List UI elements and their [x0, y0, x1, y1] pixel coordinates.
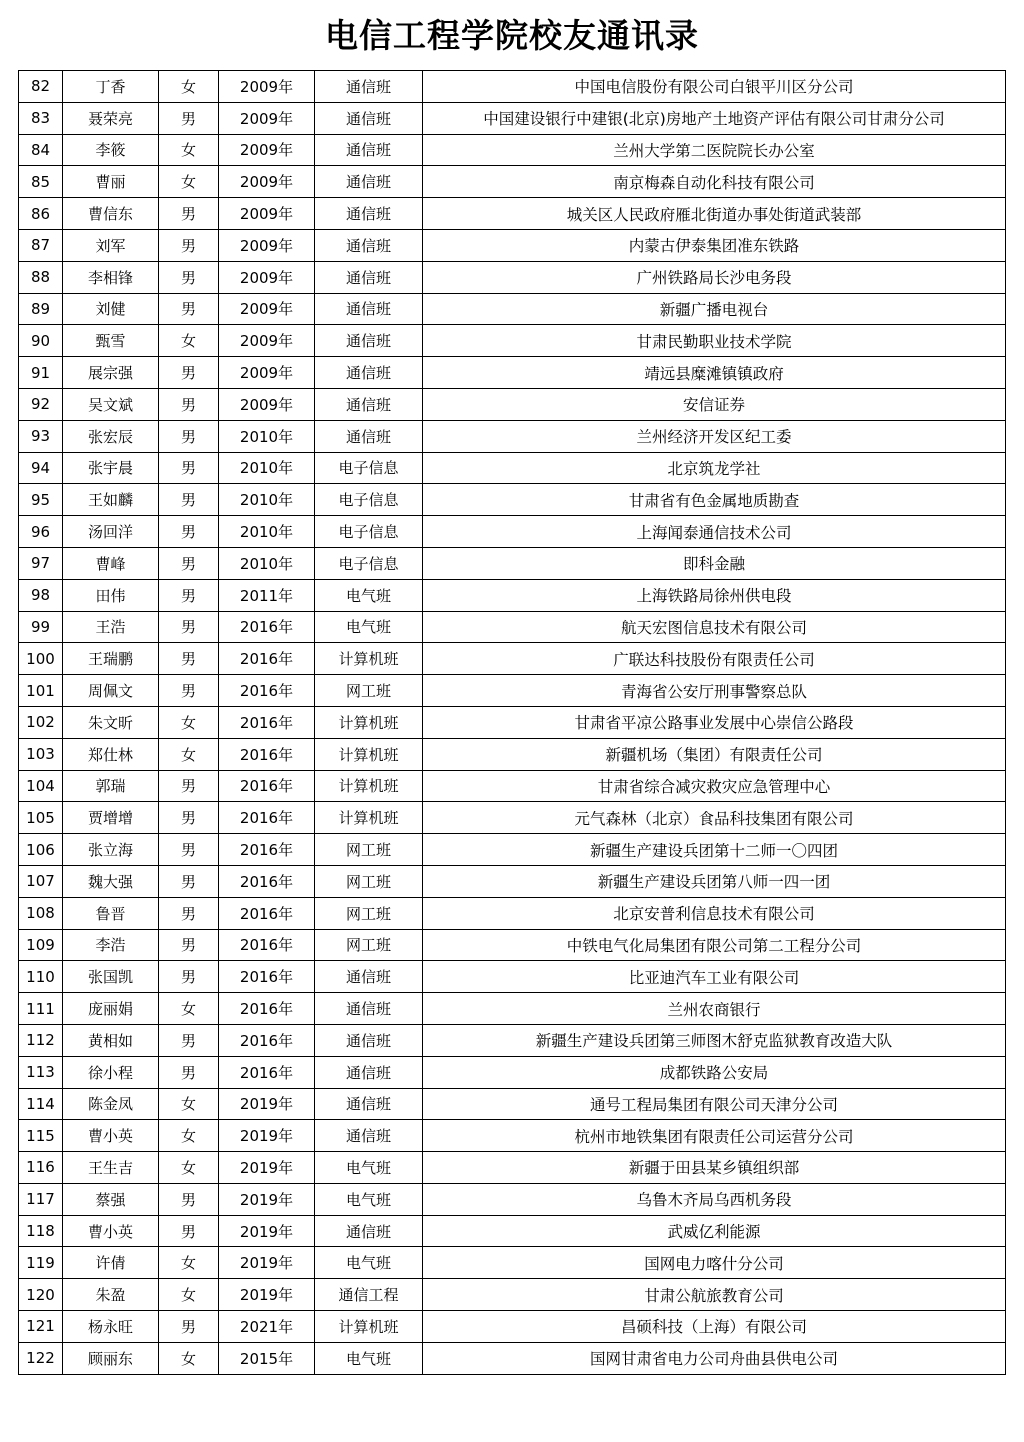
row-class: 电子信息: [315, 547, 423, 579]
row-class: 通信班: [315, 293, 423, 325]
row-class: 电气班: [315, 1183, 423, 1215]
row-year: 2010年: [219, 516, 315, 548]
row-class: 网工班: [315, 897, 423, 929]
row-class: 计算机班: [315, 802, 423, 834]
table-row: [19, 1279, 1006, 1311]
row-work-unit: 中国建设银行中建银(北京)房地产土地资产评估有限公司甘肃分公司: [423, 102, 1006, 134]
row-class: 通信班: [315, 993, 423, 1025]
row-year: 2010年: [219, 484, 315, 516]
row-sex: 男: [159, 102, 219, 134]
row-name: 庞丽娟: [63, 993, 159, 1025]
row-class: 通信班: [315, 261, 423, 293]
row-class: 通信班: [315, 134, 423, 166]
row-year: 2019年: [219, 1247, 315, 1279]
row-sex: 女: [159, 134, 219, 166]
row-year: 2021年: [219, 1311, 315, 1343]
row-index: 83: [19, 102, 63, 134]
row-year: 2009年: [219, 102, 315, 134]
table-row: [19, 675, 1006, 707]
row-name: 田伟: [63, 579, 159, 611]
alumni-directory-table: [18, 70, 1006, 1375]
row-name: 丁香: [63, 71, 159, 103]
row-class: 通信班: [315, 166, 423, 198]
row-index: 96: [19, 516, 63, 548]
table-row: [19, 1056, 1006, 1088]
row-year: 2016年: [219, 993, 315, 1025]
row-work-unit: 新疆生产建设兵团第十二师一〇四团: [423, 834, 1006, 866]
row-year: 2016年: [219, 706, 315, 738]
row-work-unit: 青海省公安厅刑事警察总队: [423, 675, 1006, 707]
row-name: 王瑞鹏: [63, 643, 159, 675]
row-sex: 男: [159, 1056, 219, 1088]
row-year: 2010年: [219, 420, 315, 452]
row-work-unit: 新疆广播电视台: [423, 293, 1006, 325]
row-work-unit: 即科金融: [423, 547, 1006, 579]
row-class: 电子信息: [315, 484, 423, 516]
row-name: 李筱: [63, 134, 159, 166]
row-sex: 男: [159, 611, 219, 643]
row-name: 郭瑞: [63, 770, 159, 802]
row-class: 电气班: [315, 1342, 423, 1374]
row-sex: 女: [159, 1152, 219, 1184]
row-work-unit: 元气森林（北京）食品科技集团有限公司: [423, 802, 1006, 834]
row-year: 2016年: [219, 738, 315, 770]
row-class: 电气班: [315, 611, 423, 643]
row-index: 87: [19, 229, 63, 261]
table-row: [19, 516, 1006, 548]
row-year: 2016年: [219, 802, 315, 834]
row-year: 2010年: [219, 452, 315, 484]
row-work-unit: 上海铁路局徐州供电段: [423, 579, 1006, 611]
table-row: [19, 547, 1006, 579]
row-class: 电气班: [315, 1152, 423, 1184]
row-name: 顾丽东: [63, 1342, 159, 1374]
row-work-unit: 武威亿利能源: [423, 1215, 1006, 1247]
row-name: 徐小程: [63, 1056, 159, 1088]
table-row: [19, 865, 1006, 897]
row-index: 95: [19, 484, 63, 516]
row-sex: 男: [159, 1215, 219, 1247]
row-year: 2016年: [219, 611, 315, 643]
row-work-unit: 新疆生产建设兵团第三师图木舒克监狱教育改造大队: [423, 1024, 1006, 1056]
table-row: [19, 802, 1006, 834]
row-index: 119: [19, 1247, 63, 1279]
row-name: 李相锋: [63, 261, 159, 293]
row-year: 2009年: [219, 71, 315, 103]
row-name: 曹小英: [63, 1215, 159, 1247]
row-work-unit: 广联达科技股份有限责任公司: [423, 643, 1006, 675]
row-name: 王如麟: [63, 484, 159, 516]
table-row: [19, 1120, 1006, 1152]
row-index: 101: [19, 675, 63, 707]
row-class: 电子信息: [315, 516, 423, 548]
row-index: 91: [19, 357, 63, 389]
table-row: [19, 1183, 1006, 1215]
row-work-unit: 新疆机场（集团）有限责任公司: [423, 738, 1006, 770]
row-class: 通信班: [315, 1215, 423, 1247]
row-work-unit: 国网电力喀什分公司: [423, 1247, 1006, 1279]
row-work-unit: 上海闻泰通信技术公司: [423, 516, 1006, 548]
row-year: 2009年: [219, 229, 315, 261]
row-year: 2009年: [219, 293, 315, 325]
table-row: [19, 134, 1006, 166]
row-sex: 女: [159, 738, 219, 770]
row-class: 计算机班: [315, 1311, 423, 1343]
row-sex: 男: [159, 929, 219, 961]
row-class: 通信班: [315, 229, 423, 261]
table-row: [19, 198, 1006, 230]
row-work-unit: 甘肃民勤职业技术学院: [423, 325, 1006, 357]
row-sex: 男: [159, 198, 219, 230]
row-index: 103: [19, 738, 63, 770]
row-work-unit: 城关区人民政府雁北街道办事处街道武装部: [423, 198, 1006, 230]
row-sex: 男: [159, 357, 219, 389]
table-row: [19, 579, 1006, 611]
row-index: 97: [19, 547, 63, 579]
row-index: 109: [19, 929, 63, 961]
row-sex: 男: [159, 961, 219, 993]
table-row: [19, 261, 1006, 293]
row-work-unit: 甘肃公航旅教育公司: [423, 1279, 1006, 1311]
row-work-unit: 比亚迪汽车工业有限公司: [423, 961, 1006, 993]
table-row: [19, 229, 1006, 261]
row-year: 2016年: [219, 1024, 315, 1056]
row-sex: 男: [159, 897, 219, 929]
row-class: 通信班: [315, 388, 423, 420]
row-work-unit: 乌鲁木齐局乌西机务段: [423, 1183, 1006, 1215]
row-index: 107: [19, 865, 63, 897]
row-year: 2009年: [219, 325, 315, 357]
table-row: [19, 325, 1006, 357]
row-sex: 男: [159, 293, 219, 325]
row-name: 李浩: [63, 929, 159, 961]
row-work-unit: 安信证券: [423, 388, 1006, 420]
row-work-unit: 成都铁路公安局: [423, 1056, 1006, 1088]
row-sex: 女: [159, 706, 219, 738]
row-class: 通信班: [315, 1088, 423, 1120]
row-sex: 女: [159, 993, 219, 1025]
row-sex: 男: [159, 643, 219, 675]
row-name: 聂荣亮: [63, 102, 159, 134]
row-name: 黄相如: [63, 1024, 159, 1056]
row-name: 曹峰: [63, 547, 159, 579]
row-work-unit: 甘肃省有色金属地质勘查: [423, 484, 1006, 516]
row-index: 90: [19, 325, 63, 357]
row-class: 计算机班: [315, 706, 423, 738]
row-year: 2019年: [219, 1120, 315, 1152]
row-sex: 女: [159, 1247, 219, 1279]
row-name: 杨永旺: [63, 1311, 159, 1343]
row-index: 108: [19, 897, 63, 929]
row-sex: 男: [159, 388, 219, 420]
row-work-unit: 甘肃省综合减灾救灾应急管理中心: [423, 770, 1006, 802]
row-class: 通信班: [315, 420, 423, 452]
row-name: 刘健: [63, 293, 159, 325]
row-work-unit: 南京梅森自动化科技有限公司: [423, 166, 1006, 198]
row-name: 郑仕林: [63, 738, 159, 770]
row-class: 计算机班: [315, 770, 423, 802]
row-year: 2009年: [219, 388, 315, 420]
row-name: 曹信东: [63, 198, 159, 230]
row-name: 刘军: [63, 229, 159, 261]
table-row: [19, 1215, 1006, 1247]
row-work-unit: 航天宏图信息技术有限公司: [423, 611, 1006, 643]
row-year: 2019年: [219, 1183, 315, 1215]
row-index: 94: [19, 452, 63, 484]
row-index: 121: [19, 1311, 63, 1343]
table-row: [19, 388, 1006, 420]
row-work-unit: 中铁电气化局集团有限公司第二工程分公司: [423, 929, 1006, 961]
table-row: [19, 738, 1006, 770]
row-year: 2016年: [219, 865, 315, 897]
row-name: 朱文昕: [63, 706, 159, 738]
row-index: 85: [19, 166, 63, 198]
row-sex: 男: [159, 1024, 219, 1056]
row-year: 2016年: [219, 897, 315, 929]
row-sex: 女: [159, 1120, 219, 1152]
table-row: [19, 1342, 1006, 1374]
row-sex: 男: [159, 865, 219, 897]
row-name: 吴文斌: [63, 388, 159, 420]
row-name: 许倩: [63, 1247, 159, 1279]
table-row: [19, 993, 1006, 1025]
row-sex: 男: [159, 484, 219, 516]
row-work-unit: 国网甘肃省电力公司舟曲县供电公司: [423, 1342, 1006, 1374]
row-name: 汤回洋: [63, 516, 159, 548]
row-name: 张宏辰: [63, 420, 159, 452]
row-class: 网工班: [315, 929, 423, 961]
row-year: 2011年: [219, 579, 315, 611]
row-sex: 女: [159, 166, 219, 198]
row-sex: 男: [159, 579, 219, 611]
row-index: 116: [19, 1152, 63, 1184]
row-class: 通信班: [315, 357, 423, 389]
row-index: 84: [19, 134, 63, 166]
row-year: 2009年: [219, 198, 315, 230]
row-work-unit: 通号工程局集团有限公司天津分公司: [423, 1088, 1006, 1120]
row-sex: 男: [159, 229, 219, 261]
row-sex: 男: [159, 452, 219, 484]
row-name: 朱盈: [63, 1279, 159, 1311]
row-sex: 男: [159, 1183, 219, 1215]
table-row: [19, 102, 1006, 134]
row-class: 网工班: [315, 675, 423, 707]
row-work-unit: 兰州大学第二医院院长办公室: [423, 134, 1006, 166]
row-index: 102: [19, 706, 63, 738]
row-work-unit: 新疆生产建设兵团第八师一四一团: [423, 865, 1006, 897]
table-row: [19, 961, 1006, 993]
page-title: 电信工程学院校友通讯录: [325, 16, 699, 55]
table-row: [19, 1088, 1006, 1120]
row-work-unit: 北京筑龙学社: [423, 452, 1006, 484]
table-row: [19, 166, 1006, 198]
table-row: [19, 1247, 1006, 1279]
row-name: 曹丽: [63, 166, 159, 198]
row-class: 通信班: [315, 325, 423, 357]
row-index: 115: [19, 1120, 63, 1152]
row-work-unit: 内蒙古伊泰集团准东铁路: [423, 229, 1006, 261]
table-row: [19, 420, 1006, 452]
row-sex: 男: [159, 834, 219, 866]
row-class: 通信班: [315, 71, 423, 103]
table-row: [19, 357, 1006, 389]
row-year: 2010年: [219, 547, 315, 579]
row-sex: 男: [159, 770, 219, 802]
row-sex: 男: [159, 261, 219, 293]
row-name: 王浩: [63, 611, 159, 643]
row-work-unit: 兰州农商银行: [423, 993, 1006, 1025]
row-sex: 男: [159, 675, 219, 707]
row-name: 王生吉: [63, 1152, 159, 1184]
row-index: 99: [19, 611, 63, 643]
row-name: 贾增增: [63, 802, 159, 834]
row-sex: 女: [159, 1342, 219, 1374]
row-index: 113: [19, 1056, 63, 1088]
row-work-unit: 广州铁路局长沙电务段: [423, 261, 1006, 293]
row-year: 2009年: [219, 261, 315, 293]
table-row: [19, 293, 1006, 325]
row-sex: 女: [159, 1088, 219, 1120]
row-index: 88: [19, 261, 63, 293]
row-sex: 男: [159, 547, 219, 579]
table-row: [19, 611, 1006, 643]
row-class: 通信班: [315, 102, 423, 134]
row-name: 鲁晋: [63, 897, 159, 929]
row-index: 86: [19, 198, 63, 230]
row-index: 98: [19, 579, 63, 611]
row-work-unit: 新疆于田县某乡镇组织部: [423, 1152, 1006, 1184]
row-class: 电气班: [315, 1247, 423, 1279]
row-index: 105: [19, 802, 63, 834]
row-sex: 男: [159, 420, 219, 452]
table-row: [19, 643, 1006, 675]
row-sex: 男: [159, 516, 219, 548]
table-row: [19, 452, 1006, 484]
row-name: 甄雪: [63, 325, 159, 357]
row-sex: 男: [159, 1311, 219, 1343]
row-sex: 女: [159, 1279, 219, 1311]
row-index: 93: [19, 420, 63, 452]
row-class: 通信班: [315, 1056, 423, 1088]
row-class: 网工班: [315, 834, 423, 866]
row-index: 111: [19, 993, 63, 1025]
row-name: 周佩文: [63, 675, 159, 707]
row-year: 2009年: [219, 134, 315, 166]
row-work-unit: 靖远县糜滩镇镇政府: [423, 357, 1006, 389]
row-year: 2019年: [219, 1279, 315, 1311]
row-class: 计算机班: [315, 738, 423, 770]
row-index: 89: [19, 293, 63, 325]
row-index: 117: [19, 1183, 63, 1215]
table-row: [19, 706, 1006, 738]
row-work-unit: 中国电信股份有限公司白银平川区分公司: [423, 71, 1006, 103]
row-name: 张国凯: [63, 961, 159, 993]
row-year: 2019年: [219, 1152, 315, 1184]
row-year: 2015年: [219, 1342, 315, 1374]
row-class: 通信班: [315, 1120, 423, 1152]
table-row: [19, 1024, 1006, 1056]
row-class: 通信班: [315, 1024, 423, 1056]
table-row: [19, 834, 1006, 866]
table-row: [19, 929, 1006, 961]
row-index: 114: [19, 1088, 63, 1120]
row-year: 2016年: [219, 929, 315, 961]
row-year: 2016年: [219, 961, 315, 993]
row-name: 展宗强: [63, 357, 159, 389]
table-row: [19, 770, 1006, 802]
row-work-unit: 杭州市地铁集团有限责任公司运营分公司: [423, 1120, 1006, 1152]
row-year: 2019年: [219, 1215, 315, 1247]
row-index: 122: [19, 1342, 63, 1374]
row-work-unit: 北京安普利信息技术有限公司: [423, 897, 1006, 929]
row-name: 张宇晨: [63, 452, 159, 484]
row-year: 2019年: [219, 1088, 315, 1120]
table-row: [19, 897, 1006, 929]
table-body: [19, 71, 1006, 1375]
row-class: 网工班: [315, 865, 423, 897]
row-class: 计算机班: [315, 643, 423, 675]
row-index: 104: [19, 770, 63, 802]
row-year: 2016年: [219, 1056, 315, 1088]
row-class: 电气班: [315, 579, 423, 611]
row-work-unit: 昌硕科技（上海）有限公司: [423, 1311, 1006, 1343]
row-class: 通信工程: [315, 1279, 423, 1311]
row-index: 82: [19, 71, 63, 103]
row-index: 118: [19, 1215, 63, 1247]
row-name: 魏大强: [63, 865, 159, 897]
row-sex: 男: [159, 802, 219, 834]
row-year: 2016年: [219, 770, 315, 802]
row-class: 通信班: [315, 961, 423, 993]
row-index: 100: [19, 643, 63, 675]
row-class: 电子信息: [315, 452, 423, 484]
table-row: [19, 71, 1006, 103]
row-year: 2016年: [219, 675, 315, 707]
row-name: 陈金凤: [63, 1088, 159, 1120]
row-work-unit: 甘肃省平凉公路事业发展中心崇信公路段: [423, 706, 1006, 738]
row-index: 120: [19, 1279, 63, 1311]
row-year: 2016年: [219, 643, 315, 675]
table-row: [19, 484, 1006, 516]
row-index: 110: [19, 961, 63, 993]
row-class: 通信班: [315, 198, 423, 230]
row-name: 曹小英: [63, 1120, 159, 1152]
row-sex: 女: [159, 325, 219, 357]
row-index: 106: [19, 834, 63, 866]
row-index: 112: [19, 1024, 63, 1056]
row-sex: 女: [159, 71, 219, 103]
row-year: 2009年: [219, 357, 315, 389]
row-index: 92: [19, 388, 63, 420]
table-row: [19, 1311, 1006, 1343]
row-name: 张立海: [63, 834, 159, 866]
row-name: 蔡强: [63, 1183, 159, 1215]
row-work-unit: 兰州经济开发区纪工委: [423, 420, 1006, 452]
row-year: 2009年: [219, 166, 315, 198]
table-row: [19, 1152, 1006, 1184]
row-year: 2016年: [219, 834, 315, 866]
